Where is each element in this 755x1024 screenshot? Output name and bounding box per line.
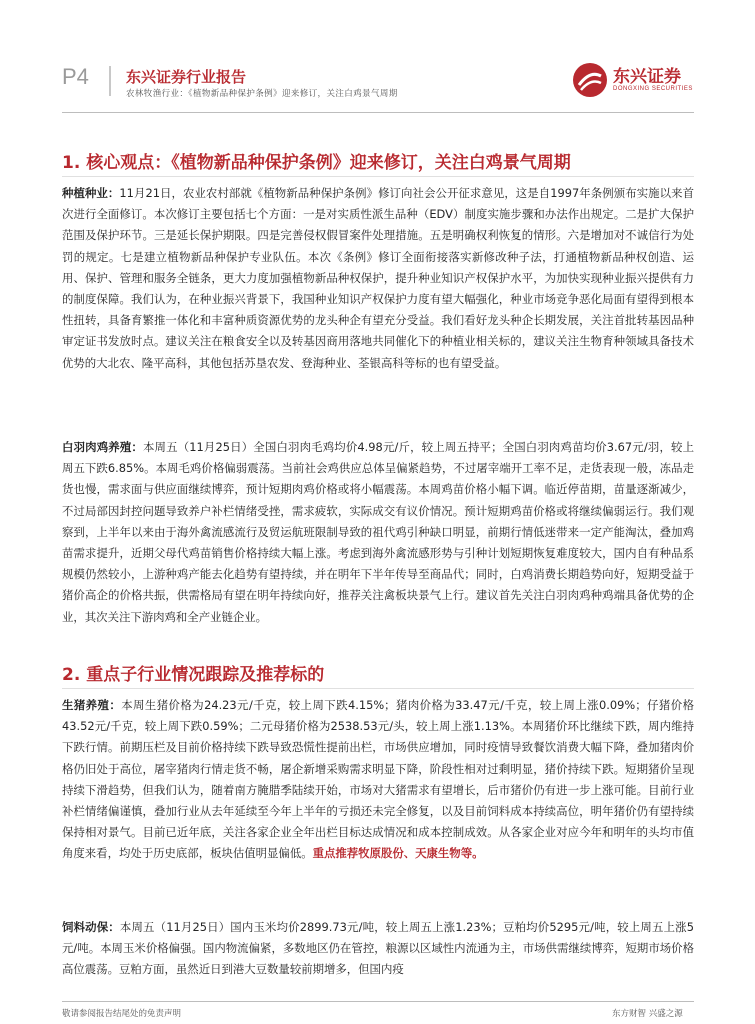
paragraph-body: 本周五（11月25日）全国白羽肉毛鸡均价4.98元/斤，较上周五持平；全国白羽肉鸡苗均价3.67元/羽，较上周五下跌6.85%。本周毛鸡价格偏弱震荡。当前社会鸡供应总体呈偏紧趋势，不过屠宰端开工率不足，走货表现一般，冻品走货也慢，需求面与供应面继续博弈，预计短期肉鸡价格或将小幅震荡。本周鸡苗价格小幅下调。临近停苗期，苗量逐渐减少，不过局部因封控问题导致养户补栏情绪受挫，需求疲软，实际成交有议价情况。预计短期鸡苗价格或将继续偏弱运行。我们观察到，上半年以来由于海外禽流感流行及贸运航班限制导致的祖代鸡引种缺口明显，前期行情低迷带来一定产能淘汰，叠加鸡苗需求提升，近期父母代鸡苗销售价格持续大幅上涨。考虑到海外禽流感形势与引种计划短期恢复难度较大，国内自有种品系规模仍然较小，上游种鸡产能去化趋势有望持续，并在明年下半年传导至商品代；同时，白鸡消费长期趋势向好，短期受益于猪价高企的价格共振，供需格局有望在明年持续向好，推荐关注禽板块景气上行。建议首先关注白羽肉鸡种鸡端具备优势的企业，其次关注下游肉鸡和全产业链企业。: [62, 440, 694, 624]
paragraph-lead: 饲料动保：: [62, 920, 120, 934]
logo-english-name: DONGXING SECURITIES: [613, 86, 693, 92]
recommendation-highlight: 重点推荐牧原股份、天康生物等。: [312, 846, 484, 861]
page-header: [0, 0, 755, 110]
report-title: 东兴证券行业报告: [126, 68, 247, 86]
section-2-paragraph-hog: [62, 695, 694, 865]
logo-chinese-name: 东兴证券: [613, 67, 681, 87]
section-1-rule: [62, 176, 694, 177]
paragraph-lead: 生猪养殖：: [62, 698, 122, 712]
page-number: P4: [62, 64, 89, 89]
paragraph-lead: 白羽肉鸡养殖：: [62, 440, 143, 454]
section-2-rule: [62, 688, 694, 689]
report-subtitle: 农林牧渔行业：《植物新品种保护条例》迎来修订，关注白鸡景气周期: [126, 89, 398, 99]
company-logo: [572, 60, 702, 104]
paragraph-body: 本周生猪价格为24.23元/千克，较上周下跌4.15%；猪肉价格为33.47元/千克，较上周上涨0.09%；仔猪价格43.52元/千克，较上周下跌0.59%；二元母猪价格为2538.53元/头，较上周上涨1.13%。本周猪价环比继续下跌，周内维持下跌行情。前期压栏及目前价格持续下跌导致恐慌性提前出栏，市场供应增加，同时疫情导致餐饮消费大幅下降，叠加猪肉价格仍旧处于高位，屠宰猪肉行情走货不畅，屠企新增采购需求明显下降，阶段性相对过剩明显，猪价持续下跌。短期猪价呈现持续下滑趋势，但我们认为，随着南方腌腊季陆续开始，市场对大猪需求有望增长，后市猪价仍有进一步上涨可能。目前行业补栏情绪偏谨慎，叠加行业从去年延续至今年上半年的亏损还未完全修复，以及目前饲料成本持续高位，明年猪价仍有望持续保持相对景气。目前已近年底，关注各家企业全年出栏目标达成情况和成本控制成效。从各家企业对应今年和明年的头均市值角度来看，均处于历史底部，板块估值明显偏低。: [62, 698, 694, 861]
section-1-paragraph-seed: [62, 183, 694, 374]
section-2-paragraph-feed: [62, 917, 694, 981]
paragraph-lead: 种植种业：: [62, 186, 120, 200]
footer-disclaimer: 敬请参阅报告结尾处的免责声明: [62, 1009, 182, 1019]
footer-rule: [62, 1001, 694, 1002]
footer-slogan: 东方财智 兴盛之源: [612, 1009, 683, 1019]
paragraph-body: 11月21日，农业农村部就《植物新品种保护条例》修订向社会公开征求意见，这是自1997年条例颁布实施以来首次进行全面修订。本次修订主要包括七个方面：一是对实质性派生品种（EDV）制度实施步骤和办法作出规定。二是扩大保护范围及保护环节。三是延长保护期限。四是完善侵权假冒案件处理措施。五是明确权利恢复的情形。六是增加对不诚信行为处罚的规定。七是建立植物新品种保护专业队伍。本次《条例》修订全面衔接落实新修改种子法，打通植物新品种权创造、运用、保护、管理和服务全链条，更大力度加强植物新品种权保护，提升种业知识产权保护水平，为加快实现种业振兴提供有力的制度保障。我们认为，在种业振兴背景下，我国种业知识产权保护力度有望大幅强化，种业市场竞争恶化局面有望得到根本性扭转，具备育繁推一体化和丰富种质资源优势的龙头种企有望充分受益。我们看好龙头种企长期发展，关注首批转基因品种审定证书发放时点。建议关注在粮食安全以及转基因商用落地共同催化下的种植业相关标的，建议关注生物育种领域具备技术优势的大北农、隆平高科，其他包括苏垦农发、登海种业、荃银高科等标的也有望受益。: [62, 186, 694, 370]
logo-emblem-icon: [572, 62, 608, 98]
header-rule: [62, 112, 694, 113]
paragraph-body: 本周五（11月25日）国内玉米均价2899.73元/吨，较上周五上涨1.23%；豆粕均价5295元/吨，较上周五上涨5元/吨。本周玉米价格偏强。国内物流偏紧，多数地区仍在管控，粮源以区域性内流通为主，市场供需继续博弈，短期市场价格高位震荡。豆粕方面，虽然近日到港大豆数量较前期增多，但国内疫: [62, 920, 694, 977]
section-1-title: 1. 核心观点：《植物新品种保护条例》迎来修订，关注白鸡景气周期: [62, 153, 571, 173]
header-divider: [109, 66, 111, 96]
section-1-paragraph-broiler: [62, 437, 694, 628]
section-2-title: 2. 重点子行业情况跟踪及推荐标的: [62, 665, 325, 685]
